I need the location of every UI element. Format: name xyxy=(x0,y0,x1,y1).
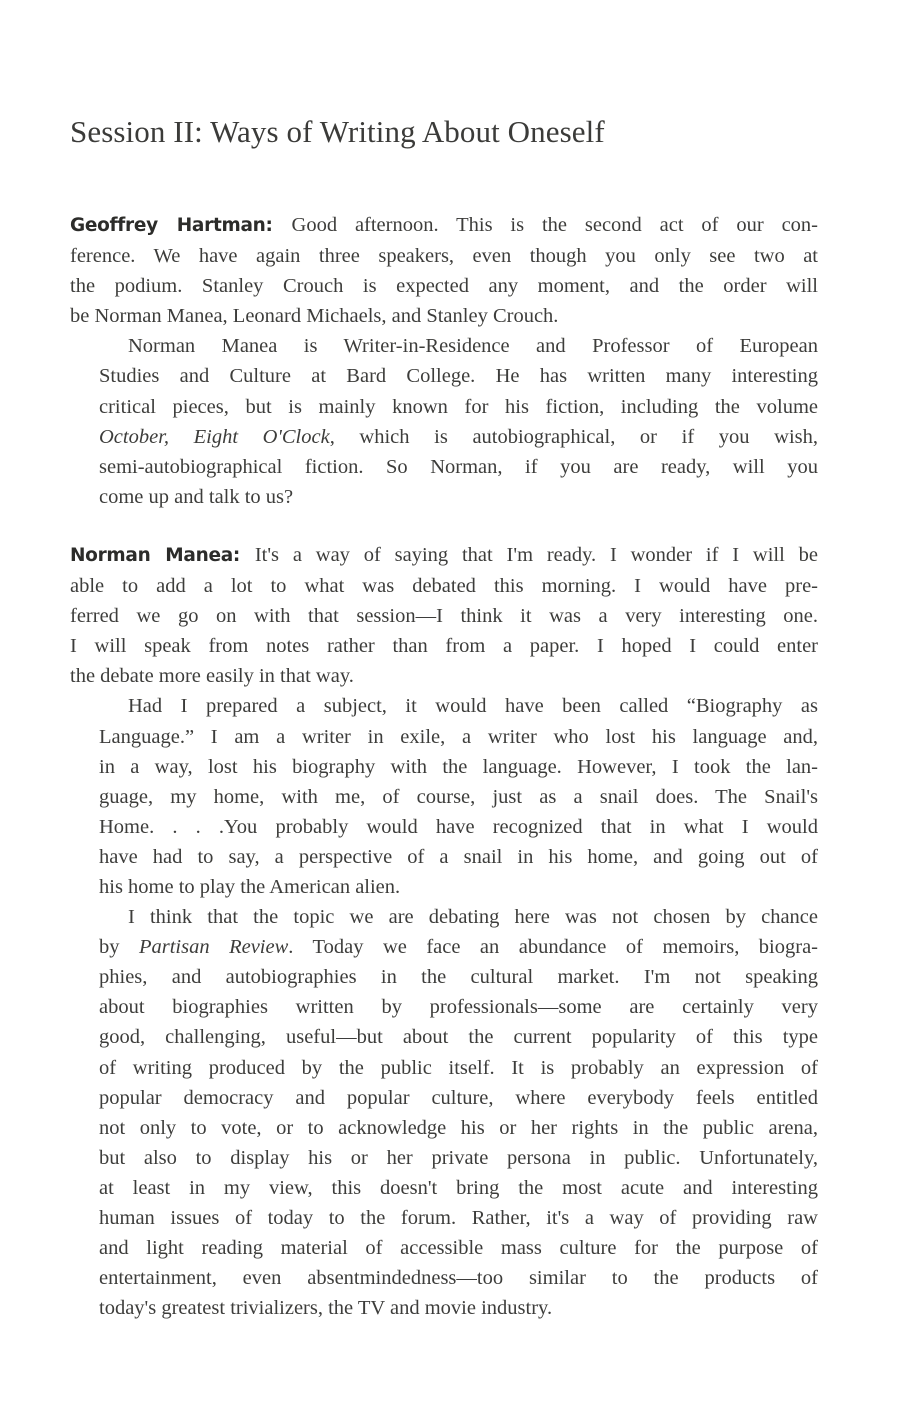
text-line: popular democracy and popular culture, where everybody feels entitled xyxy=(99,1086,818,1109)
paragraph xyxy=(70,540,818,691)
text-line: by Partisan Review. Today we face an abundance of memoirs, biogra- xyxy=(99,936,818,959)
text-line: guage, my home, with me, of course, just as a snail does. The Snail's xyxy=(99,785,818,808)
text-line: Language.” I am a writer in exile, a writer who lost his language and, xyxy=(99,725,818,748)
paragraph xyxy=(70,902,818,1323)
speaker-exchange xyxy=(70,210,818,512)
text-line: Had I prepared a subject, it would have been called “Biography as xyxy=(128,695,818,718)
text-line: entertainment, even absentmindedness—too similar to the products of xyxy=(99,1267,818,1290)
journal-title: Partisan Review xyxy=(138,936,289,959)
speaker-exchange xyxy=(70,540,818,1323)
text-line: I will speak from notes rather than from a paper. I hoped I could enter xyxy=(70,635,818,658)
speaker-colon: : xyxy=(232,544,255,566)
text-line: in a way, lost his biography with the language. However, I took the lan- xyxy=(99,755,818,778)
text-line: Studies and Culture at Bard College. He has written many interesting xyxy=(99,365,818,388)
paragraph xyxy=(70,210,818,331)
text-line: come up and talk to us? xyxy=(99,485,294,508)
text-line: today's greatest trivializers, the TV and movie industry. xyxy=(99,1297,553,1320)
speaker-colon: : xyxy=(265,215,292,236)
text-line: Home. . . .You probably would have recognized that in what I would xyxy=(99,815,818,838)
text-line: ference. We have again three speakers, even though you only see two at xyxy=(70,245,818,268)
text-line: good, challenging, useful—but about the current popularity of this type xyxy=(99,1026,818,1049)
text-line: have had to say, a perspective of a snail in his home, and going out of xyxy=(99,845,818,868)
text-line: the podium. Stanley Crouch is expected any moment, and the order will xyxy=(70,275,818,298)
text-line: the debate more easily in that way. xyxy=(70,665,354,688)
book-title: October, Eight O'Clock xyxy=(99,425,330,448)
text-line: ferred we go on with that session—I think it was a very interesting one. xyxy=(70,605,818,628)
text-line: about biographies written by professionals—some are certainly very xyxy=(99,996,818,1019)
text-line: October, Eight O'Clock, which is autobiographical, or if you wish, xyxy=(99,425,818,448)
text-line: but also to display his or her private persona in public. Unfortunately, xyxy=(99,1146,818,1169)
text-line: Norman Manea: It's a way of saying that I'm ready. I wonder if I will be xyxy=(70,543,818,566)
text-line: at least in my view, this doesn't bring the most acute and interesting xyxy=(99,1176,818,1199)
text-line: his home to play the American alien. xyxy=(99,875,401,898)
text-line: Geoffrey Hartman: Good afternoon. This is the second act of our con- xyxy=(70,214,818,236)
speaker-name: Geoffrey Hartman xyxy=(70,215,266,236)
text-line: not only to vote, or to acknowledge his or her rights in the public arena, xyxy=(99,1116,818,1139)
paragraph xyxy=(70,331,818,512)
paragraph xyxy=(70,691,818,902)
text-line: and light reading material of accessible mass culture for the purpose of xyxy=(99,1237,818,1260)
text-line: of writing produced by the public itself. It is probably an expression of xyxy=(99,1056,818,1079)
text-line: semi-autobiographical fiction. So Norman, if you are ready, will you xyxy=(99,455,818,478)
text-line: human issues of today to the forum. Rather, it's a way of providing raw xyxy=(99,1207,818,1229)
text-line: able to add a lot to what was debated this morning. I would have pre- xyxy=(70,575,818,598)
text-line: I think that the topic we are debating here was not chosen by chance xyxy=(128,906,818,929)
transcript-body xyxy=(70,210,818,1323)
page-title: Session II: Ways of Writing About Oneself xyxy=(70,114,605,149)
text-line: critical pieces, but is mainly known for his fiction, including the volume xyxy=(99,395,818,418)
speaker-name: Norman Manea xyxy=(70,544,233,566)
text-line: Norman Manea is Writer-in-Residence and Professor of European xyxy=(128,335,818,358)
text-line: phies, and autobiographies in the cultural market. I'm not speaking xyxy=(99,966,818,989)
text-line: be Norman Manea, Leonard Michaels, and Stanley Crouch. xyxy=(70,305,559,328)
